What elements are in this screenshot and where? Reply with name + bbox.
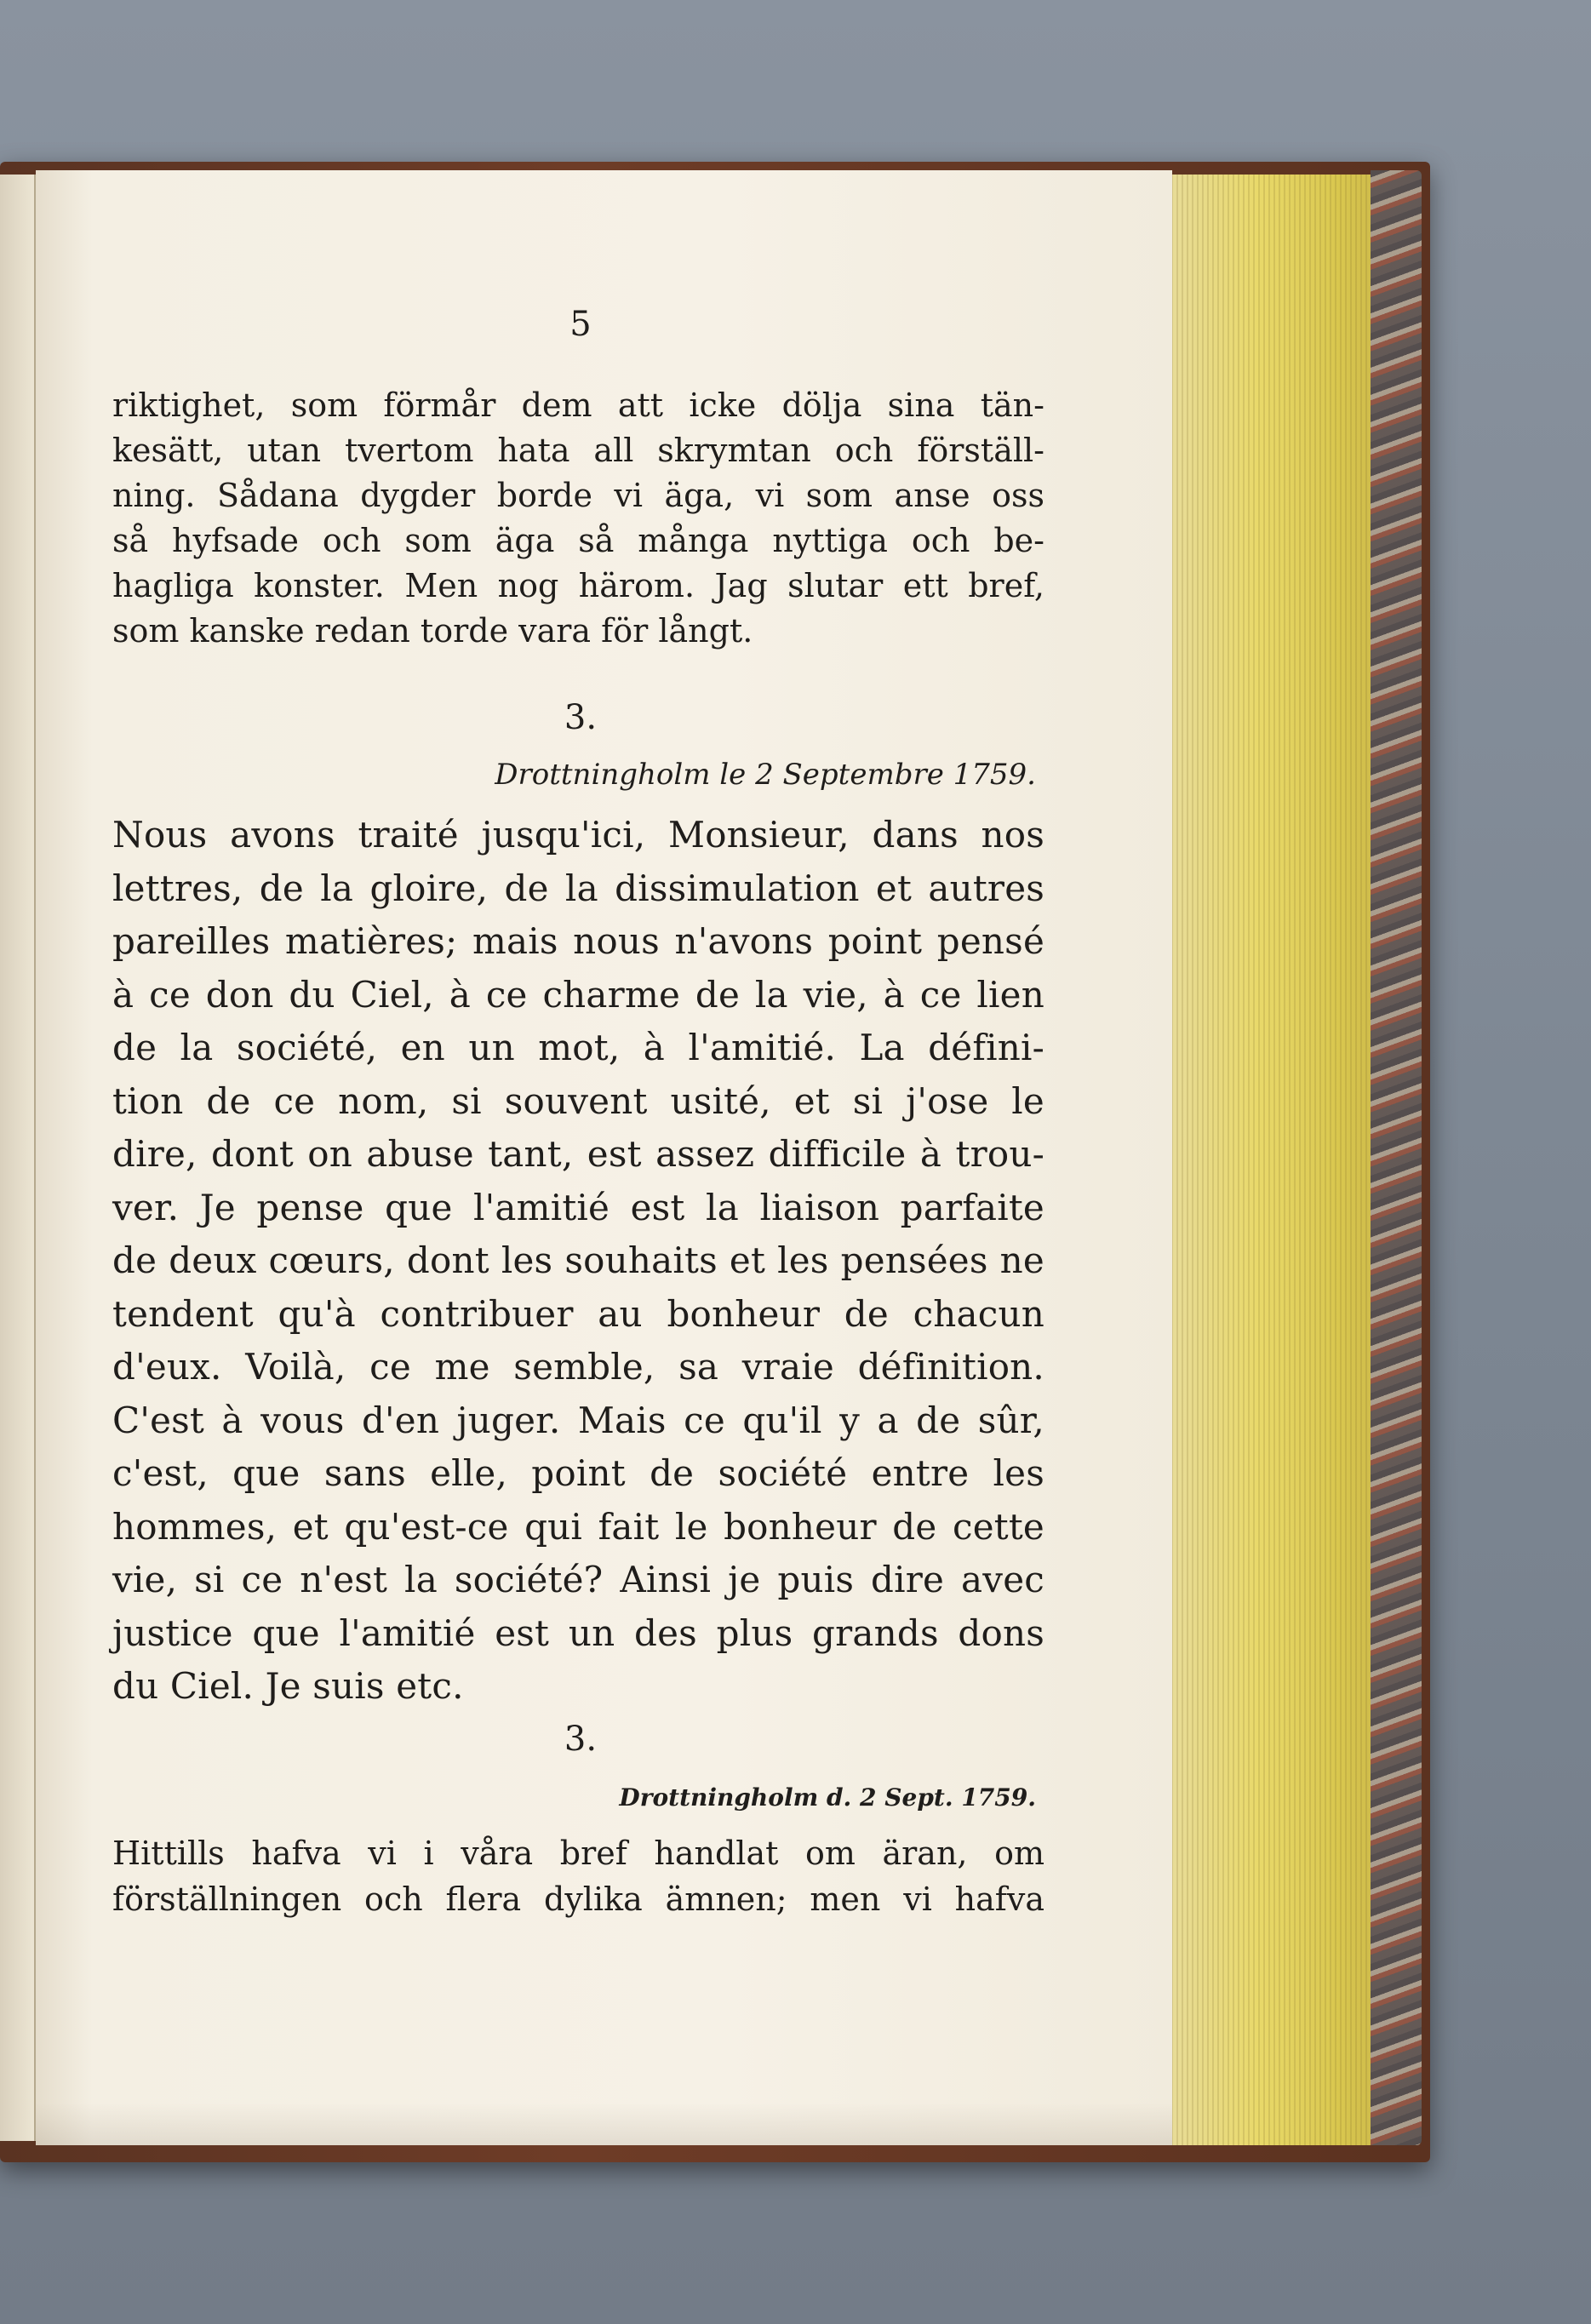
gilt-page-edges	[1166, 175, 1396, 2145]
swedish-paragraph-top	[112, 383, 1044, 654]
text-line: justice que l'amitié est un des plus grands dons	[112, 1611, 1044, 1654]
text-line: C'est à vous d'en juger. Mais ce qu'il y a de sûr,	[112, 1399, 1044, 1441]
letter-dateline: Drottningholm le 2 Septembre 1759.	[495, 758, 1036, 792]
text-line: Hittills hafva vi i våra bref handlat om äran, om	[112, 1835, 1044, 1872]
text-line: d'eux. Voilà, ce me semble, sa vraie définition.	[112, 1346, 1044, 1388]
marbled-board	[1371, 170, 1422, 2145]
left-page-edge	[0, 175, 36, 2141]
text-line: vie, si ce n'est la société? Ainsi je puis dire avec	[112, 1559, 1044, 1600]
text-line: ning. Sådana dygder borde vi äga, vi som anse oss	[112, 477, 1044, 514]
text-line: förställningen och flera dylika ämnen; men vi hafva	[112, 1880, 1044, 1918]
text-line: ver. Je pense que l'amitié est la liaison parfaite	[112, 1186, 1044, 1228]
text-line: tion de ce nom, si souvent usité, et si j'ose le	[112, 1079, 1044, 1122]
text-line: pareilles matières; mais nous n'avons point pensé	[112, 920, 1044, 962]
letter-dateline: Drottningholm d. 2 Sept. 1759.	[619, 1783, 1036, 1812]
text-line: hagliga konster. Men nog härom. Jag slutar ett bref,	[112, 567, 1044, 604]
text-line: hommes, et qu'est-ce qui fait le bonheur de cette	[112, 1505, 1044, 1548]
text-line: de deux cœurs, dont les souhaits et les pensées ne	[112, 1239, 1044, 1281]
page-shadow	[36, 2103, 1172, 2145]
text-line: tendent qu'à contribuer au bonheur de chacun	[112, 1292, 1044, 1335]
swedish-letter-body	[112, 1830, 1044, 1922]
text-line: du Ciel. Je suis etc.	[112, 1665, 464, 1707]
text-line: som kanske redan torde vara för långt.	[112, 612, 753, 650]
text-line: dire, dont on abuse tant, est assez difficile à trou-	[112, 1133, 1044, 1175]
right-page	[36, 170, 1172, 2145]
text-line: de la société, en un mot, à l'amitié. La défini-	[112, 1027, 1044, 1068]
text-line: c'est, que sans elle, point de société entre les	[112, 1452, 1044, 1494]
text-line: så hyfsade och som äga så många nyttiga och be-	[112, 522, 1044, 559]
text-line: kesätt, utan tvertom hata all skrymtan och förställ-	[112, 432, 1044, 469]
letter-number: 3.	[564, 698, 598, 737]
text-line: Nous avons traité jusqu'ici, Monsieur, dans nos	[112, 814, 1044, 856]
page-number: 5	[569, 305, 592, 344]
text-line: riktighet, som förmår dem att icke dölja sina tän-	[112, 386, 1044, 424]
letter-number: 3.	[564, 1720, 598, 1759]
text-line: lettres, de la gloire, de la dissimulation et autres	[112, 867, 1044, 909]
french-letter-body	[112, 809, 1044, 1714]
text-line: à ce don du Ciel, à ce charme de la vie, à ce lien	[112, 973, 1044, 1016]
